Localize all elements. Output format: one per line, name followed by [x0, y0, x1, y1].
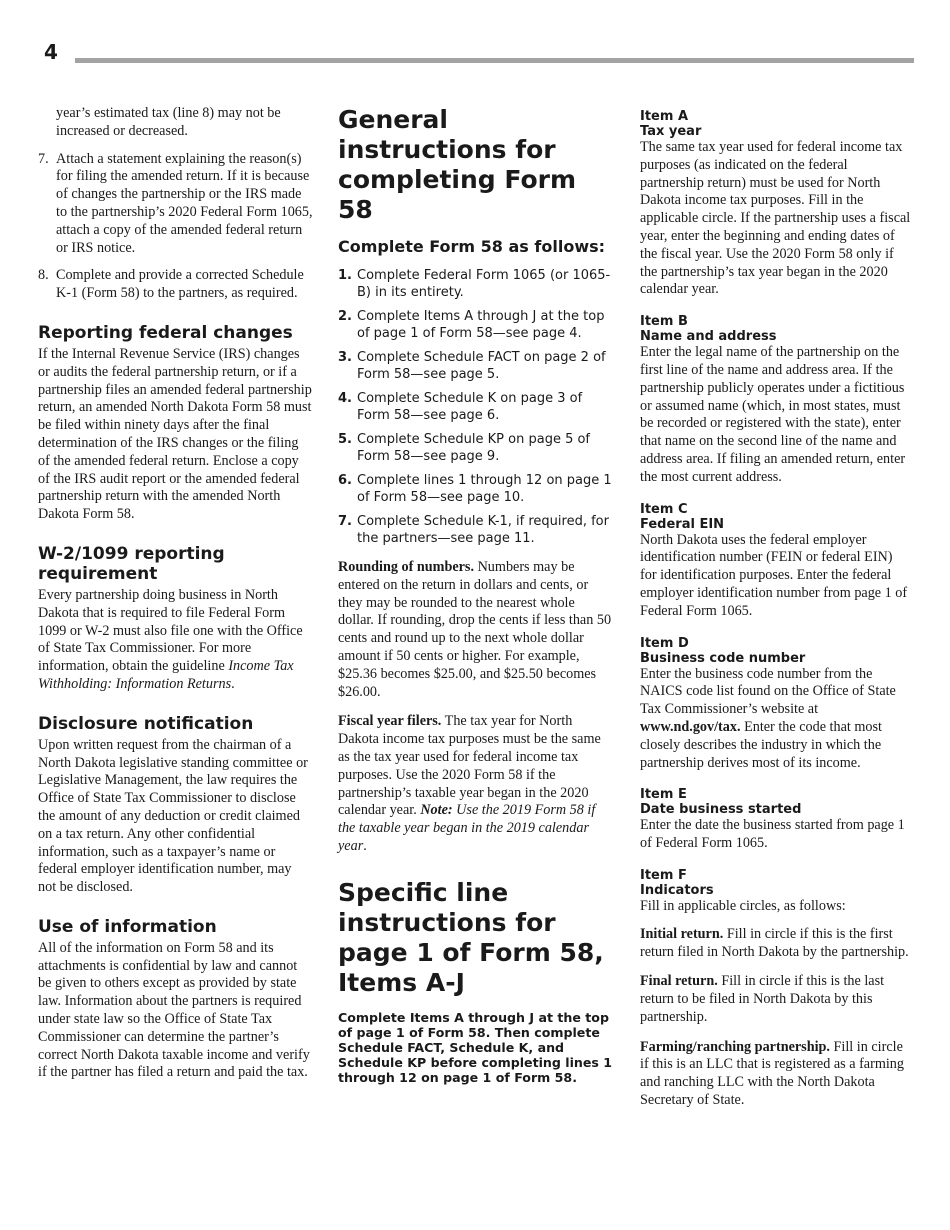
item-c: Item C Federal EIN North Dakota uses the federal employer identification number (FEIN or federal EIN) for identification purposes. Enter the federal employer identification number from page 1 of Federal Form 1065. — [640, 501, 908, 619]
item-d: Item D Business code number Enter the business code number from the NAICS code list found on the Office of State Tax Commissioner’s website at www.nd.gov/tax. Enter the code that most closely describes the industry in which the partnership derives most of its income. — [640, 635, 896, 771]
section-heading-use-of-information: Use of information — [38, 916, 217, 937]
item-e: Item E Date business started Enter the date the business started from page 1 of Federal Form 1065. — [640, 787, 905, 852]
column-right — [640, 109, 912, 1122]
amend-steps-list — [38, 151, 313, 303]
column-middle — [338, 105, 613, 1085]
section-heading-reporting-federal-changes: Reporting federal changes — [38, 322, 293, 343]
complete-form-subtitle: Complete Form 58 as follows: — [338, 237, 606, 256]
items-note: Complete Items A through J at the top of page 1 of Form 58. Then complete Schedule FACT, Schedule K, and Schedule KP before completing lines 1 through 12 on page 1 of Form 58. — [338, 1009, 613, 1085]
list-item: 1. Complete Federal Form 1065 (or 1065-B) in its entirety. — [338, 268, 611, 300]
section-heading-disclosure: Disclosure notification — [38, 713, 254, 734]
header-rule — [75, 58, 914, 63]
section-body: All of the information on Form 58 and its attachments is confidential by law and cannot be given to others except as provided by state law. Information about the partners is required under state law so the Office of State Tax Commissioner can determine the partner’s correct North Dakota taxable income and verify if the partner has filed a return and paid the tax. — [38, 939, 310, 1081]
indicator-initial-return: Initial return. Fill in circle if this is the first return filed in North Dakota by the partnership. — [640, 925, 909, 960]
list-item: 5. Complete Schedule KP on page 5 of Form 58—see page 9. — [338, 432, 591, 464]
list-item: 7. Complete Schedule K-1, if required, for the partners—see page 11. — [338, 514, 609, 546]
page-number: 4 — [44, 40, 58, 64]
section-heading-w2-1099: W-2/1099 reporting requirement — [38, 543, 225, 584]
section-body: Upon written request from the chairman of a North Dakota legislative standing committee or Legislative Management, the law requires the Office of State Tax Commissioner to disclose the amount of any deduction or credit claimed on a tax return. Any other confidential information, such as a taxpayer’s name or federal employer identification number, may not be disclosed. — [38, 736, 308, 896]
continued-text: year’s estimated tax (line 8) may not be increased or decreased. — [56, 105, 281, 139]
list-item: 4. Complete Schedule K on page 3 of Form 58—see page 6. — [338, 391, 583, 423]
section-body: If the Internal Revenue Service (IRS) changes or audits the federal partnership return, or if a partnership files an amended federal partnership return, an amended North Dakota Form 58 must be filed within ninety days after the final determination of the IRS changes or the filing of the amended federal return. Enclose a copy of the IRS audit report or the amended federal partnership return with the amended North Dakota Form 58. — [38, 345, 312, 523]
item-a: Item A Tax year The same tax year used for federal income tax purposes (as indicated on the federal partnership return) must be used for North Dakota income tax purposes. Fill in the applicable circle. If the partnership uses a fiscal year, enter the beginning and ending dates of the fiscal year. Use the 2020 Form 58 only if the partnership’s tax year began in the 2020 calendar year. — [640, 109, 911, 298]
list-item: 3. Complete Schedule FACT on page 2 of Form 58—see page 5. — [338, 350, 606, 382]
form-steps-list — [338, 268, 613, 547]
fiscal-year-paragraph: Fiscal year filers. The tax year for North Dakota income tax purposes must be the same as the tax year used for federal income tax purposes. Use the 2020 Form 58 if the partnership’s taxable year began in the 2020 calendar year. Note: Use the 2019 Form 58 if the taxable year began in the 2019 calendar year. — [338, 713, 601, 854]
list-item: 2. Complete Items A through J at the top of page 1 of Form 58—see page 4. — [338, 309, 605, 341]
indicator-farming-ranching: Farming/ranching partnership. Fill in circle if this is an LLC that is registered as a farming and ranching LLC with the North Dakota Secretary of State. — [640, 1038, 904, 1109]
indicator-final-return: Final return. Fill in circle if this is the last return to be filed in North Dakota by this partnership. — [640, 973, 885, 1025]
guideline-title: Income Tax Withholding: Information Returns — [38, 658, 294, 692]
item-b: Item B Name and address Enter the legal name of the partnership on the first line of the name and address area. If the partnership publicly operates under a fictitious or assumed name (which, in most states, must be recorded or registered with the state), enter that name on the second line of the name and address area. If filing an amended return, enter the most current address. — [640, 314, 906, 485]
item-f: Item F Indicators Fill in applicable circles, as follows: — [640, 867, 846, 914]
general-instructions-title: General instructions for completing Form 58 — [338, 105, 577, 224]
column-left — [38, 105, 313, 1082]
list-item: 8. Complete and provide a corrected Schedule K-1 (Form 58) to the partners, as required. — [38, 267, 304, 302]
rounding-paragraph: Rounding of numbers. Numbers may be entered on the return in dollars and cents, or they may be rounded to the nearest whole dollar. If rounding, drop the cents if less than 50 cents and round up to the next whole dollar amount if 50 cents or higher. For example, $25.36 becomes $25.00, and $25.50 becomes $26.00. — [338, 559, 612, 700]
section-body: Every partnership doing business in North Dakota that is required to file Federal Form 1099 or W-2 must also file one with the Office of State Tax Commissioner. For more information, obtain the guideline Income Tax Withholding: Information Returns. — [38, 586, 303, 692]
list-item: 6. Complete lines 1 through 12 on page 1 of Form 58—see page 10. — [338, 473, 612, 505]
website-url: www.nd.gov/tax. — [640, 718, 741, 735]
list-item: 7. Attach a statement explaining the reason(s) for filing the amended return. If it is because of changes the partnership or the IRS made to the partnership’s 2020 Federal Form 1065, attach a copy of the amended federal return or IRS notice. — [38, 150, 313, 256]
specific-line-instructions-title: Specific line instructions for page 1 of Form 58, Items A-J — [338, 877, 604, 997]
